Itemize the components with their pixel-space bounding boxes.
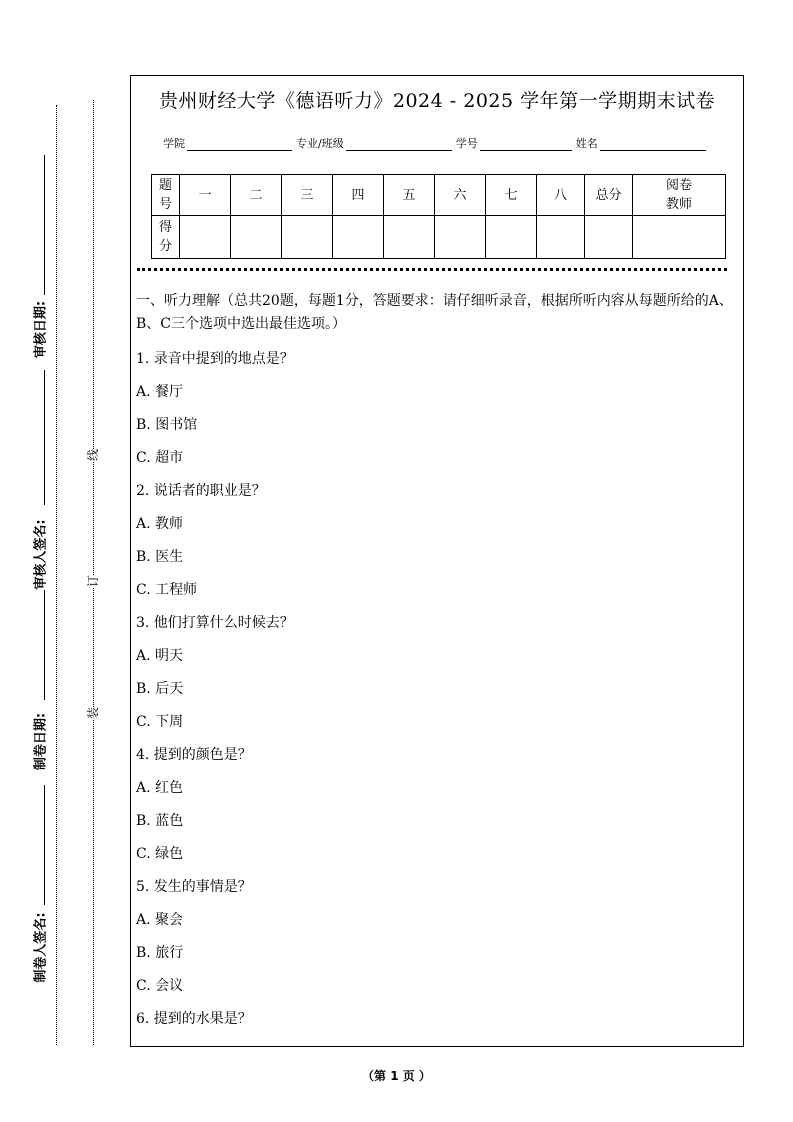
option-item: B. 旅行 bbox=[136, 945, 184, 961]
column-header: 三 bbox=[282, 175, 333, 216]
question-item: 1. 录音中提到的地点是？ bbox=[136, 351, 294, 367]
question-item: 4. 提到的颜色是？ bbox=[136, 747, 252, 763]
section-instruction: 一、听力理解（总共20题，每题1分，答题要求：请仔细听录音，根据所听内容从每题所给的A、B、C三个选项中选出最佳选项。） bbox=[136, 293, 733, 332]
score-cell[interactable] bbox=[486, 216, 537, 259]
option-item: A. 红色 bbox=[136, 780, 184, 796]
score-table-header-row bbox=[152, 175, 726, 216]
binding-char-ding: 订 bbox=[86, 574, 101, 588]
column-header: 八 bbox=[537, 175, 585, 216]
score-table-score-row bbox=[152, 216, 726, 259]
name-label: 姓名 bbox=[575, 137, 598, 150]
outer-dotted-line bbox=[56, 105, 57, 1045]
score-cell[interactable] bbox=[435, 216, 486, 259]
column-header: 七 bbox=[486, 175, 537, 216]
review-date-label: 审核日期: bbox=[33, 300, 49, 359]
score-cell[interactable] bbox=[384, 216, 435, 259]
exam-frame bbox=[130, 75, 744, 1047]
maker-sign-line bbox=[44, 785, 45, 905]
college-label: 学院 bbox=[163, 137, 185, 150]
reviewer-sign-label: 审核人签名: bbox=[33, 519, 49, 590]
major-class-field[interactable] bbox=[346, 136, 452, 151]
option-item: C. 超市 bbox=[136, 450, 184, 466]
option-item: A. 餐厅 bbox=[136, 384, 184, 400]
score-cell[interactable] bbox=[333, 216, 384, 259]
question-number-header: 题 号 bbox=[152, 175, 180, 216]
total-score-cell[interactable] bbox=[585, 216, 633, 259]
review-date-line bbox=[44, 155, 45, 295]
option-item: B. 蓝色 bbox=[136, 813, 184, 829]
score-cell[interactable] bbox=[231, 216, 282, 259]
student-id-field[interactable] bbox=[480, 136, 572, 151]
column-header: 一 bbox=[180, 175, 231, 216]
question-item: 3. 他们打算什么时候去？ bbox=[136, 615, 294, 631]
maker-date-line bbox=[44, 590, 45, 700]
dotted-separator bbox=[137, 268, 727, 271]
score-cell[interactable] bbox=[537, 216, 585, 259]
question-item: 6. 提到的水果是？ bbox=[136, 1011, 252, 1027]
option-item: C. 下周 bbox=[136, 714, 184, 730]
option-item: A. 聚会 bbox=[136, 912, 184, 928]
binding-char-zhuang: 装 bbox=[86, 706, 101, 720]
score-cell[interactable] bbox=[180, 216, 231, 259]
column-header: 二 bbox=[231, 175, 282, 216]
question-section bbox=[136, 290, 736, 1036]
maker-date-label: 制卷日期: bbox=[33, 712, 49, 771]
college-field[interactable] bbox=[187, 136, 292, 151]
student-info-row bbox=[163, 131, 723, 151]
reviewer-sign-line bbox=[44, 370, 45, 505]
maker-sign-label: 制卷人签名: bbox=[33, 912, 49, 983]
question-item: 2. 说话者的职业是？ bbox=[136, 483, 266, 499]
major-class-label: 专业/班级 bbox=[296, 137, 344, 150]
option-item: B. 后天 bbox=[136, 681, 184, 697]
column-header: 六 bbox=[435, 175, 486, 216]
binding-char-line: 线 bbox=[86, 448, 101, 462]
question-item: 5. 发生的事情是？ bbox=[136, 879, 252, 895]
option-item: C. 工程师 bbox=[136, 582, 198, 598]
column-header: 四 bbox=[333, 175, 384, 216]
name-field[interactable] bbox=[600, 136, 706, 151]
option-item: B. 医生 bbox=[136, 549, 184, 565]
grader-cell[interactable] bbox=[633, 216, 726, 259]
score-table bbox=[151, 174, 726, 259]
score-row-header: 得 分 bbox=[152, 216, 180, 259]
question-list bbox=[136, 343, 736, 1036]
inner-dotted-line bbox=[93, 100, 94, 1045]
option-item: A. 明天 bbox=[136, 648, 184, 664]
option-item: A. 教师 bbox=[136, 516, 184, 532]
total-score-header: 总分 bbox=[585, 175, 633, 216]
option-item: C. 绿色 bbox=[136, 846, 184, 862]
grader-header: 阅卷 教师 bbox=[633, 175, 726, 216]
page-footer: （第 1 页 ） bbox=[362, 1069, 431, 1083]
option-item: B. 图书馆 bbox=[136, 417, 198, 433]
exam-title: 贵州财经大学《德语听力》2024 - 2025 学年第一学期期末试卷 bbox=[158, 90, 716, 112]
score-cell[interactable] bbox=[282, 216, 333, 259]
student-id-label: 学号 bbox=[455, 137, 478, 150]
option-item: C. 会议 bbox=[136, 978, 184, 994]
column-header: 五 bbox=[384, 175, 435, 216]
